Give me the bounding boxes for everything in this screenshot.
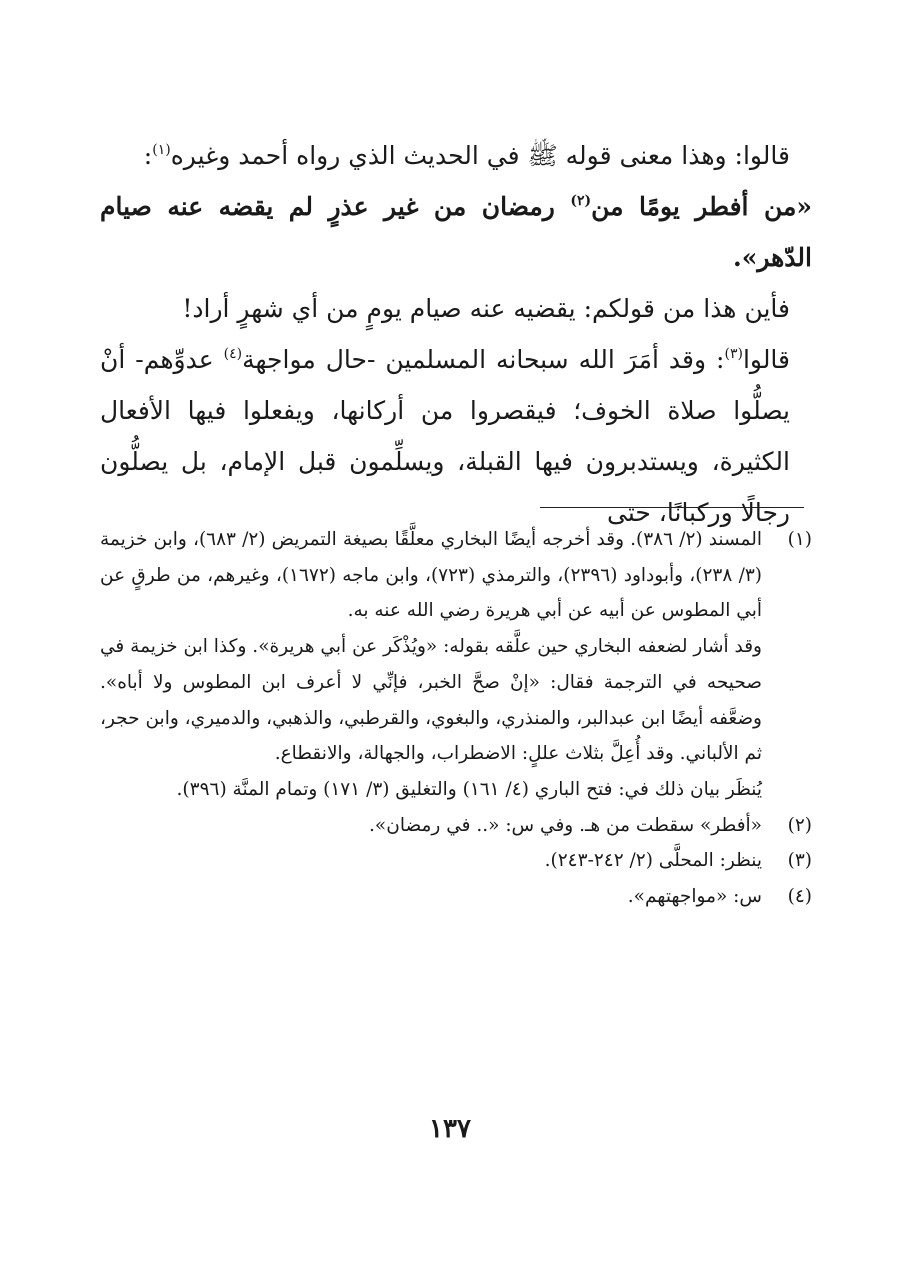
footnote-ref-3: (٣) — [724, 346, 743, 362]
footnote-1-paragraph-1: المسند (٢/ ٣٨٦). وقد أخرجه أيضًا البخاري معلَّقًا بصيغة التمريض (٢/ ٦٨٣)، وابن خزيمة (٣/ ٢٣٨)، وأبوداود (٢٣٩٦)، والترمذي (٧٢٣)، وابن ماجه (١٦٧٢)، وغيرهم، من طرقٍ عن أبي المطوس عن أبيه عن أبي هريرة رضي الله عنه به. — [100, 529, 762, 622]
footnote-ref-4: (٤) — [223, 346, 243, 362]
footnote-3 — [100, 843, 812, 879]
page-number: ١٣٧ — [429, 1114, 471, 1144]
hadith-quote — [100, 181, 812, 283]
footnote-number: (١) — [787, 529, 812, 550]
footnote-ref-2: (٢) — [570, 193, 592, 209]
paragraph-2: فأين هذا من قولكم: يقضيه عنه صيام يومٍ من أي شهرٍ أراد! — [182, 294, 790, 323]
footnotes-section — [100, 522, 812, 915]
footnote-4-text: س: «مواجهتهم». — [627, 886, 762, 908]
main-text-body — [100, 130, 812, 538]
footnote-number: (٤) — [787, 886, 812, 908]
footnote-body — [100, 879, 762, 915]
paragraph-1-text: قالوا: وهذا معنى قوله ﷺ في الحديث الذي رواه أحمد وغيره — [170, 141, 790, 170]
footnote-2 — [100, 808, 812, 844]
footnote-1-paragraph-2: وقد أشار لضعفه البخاري حين علَّقه بقوله: «ويُذْكَر عن أبي هريرة». وكذا ابن خزيمة في صحيحه في الترجمة فقال: «إنْ صحَّ الخبر، فإنِّي لا أعرف ابن المطوس ولا أباه». وضعَّفه أيضًا ابن عبدالبر، والمنذري، والبغوي، والقرطبي، والذهبي، والدميري، وابن حجر، ثم الألباني. وقد أُعِلَّ بثلاث عللٍ: الاضطراب، والجهالة، والانقطاع. — [100, 636, 762, 765]
paragraph-1-tail: : — [143, 141, 153, 170]
footnote-ref-1: (١) — [152, 142, 171, 158]
footnote-1-paragraph-3: يُنظَر بيان ذلك في: فتح الباري (٤/ ١٦١) والتغليق (٣/ ١٧١) وتمام المنَّة (٣٩٦). — [176, 778, 762, 800]
footnote-number: (٣) — [787, 850, 812, 872]
footnote-body — [100, 522, 762, 808]
footnote-number: (٢) — [787, 814, 812, 836]
footnote-1 — [100, 522, 812, 808]
footnote-body — [100, 808, 762, 844]
footnote-body — [100, 843, 762, 879]
paragraph-3-start: قالوا — [742, 345, 790, 374]
paragraph-1 — [100, 130, 812, 181]
footnote-divider — [540, 507, 804, 508]
footnote-4 — [100, 879, 812, 915]
paragraph-3-mid: : وقد أمَرَ الله سبحانه المسلمين -حال مواجهة — [242, 345, 725, 374]
hadith-quote-start: «من أفطر يومًا من — [591, 192, 812, 221]
footnote-2-text: «أفطر» سقطت من هـ. وفي س: «.. في رمضان». — [369, 814, 762, 836]
footnote-3-text: ينظر: المحلَّى (٢/ ٢٤٢-٢٤٣). — [544, 850, 762, 872]
paragraph-3-end: عدوِّهم- أنْ يصلُّوا صلاة الخوف؛ فيقصروا من أركانها، ويفعلوا فيها الأفعال الكثيرة، ويستدبرون فيها القبلة، ويسلِّمون قبل الإمام، بل يصلُّون رجالًا وركبانًا، حتى — [100, 345, 790, 527]
hadith-quote-end: رمضان من غير عذرٍ لم يقضه عنه صيام الدّهر». — [100, 192, 812, 272]
